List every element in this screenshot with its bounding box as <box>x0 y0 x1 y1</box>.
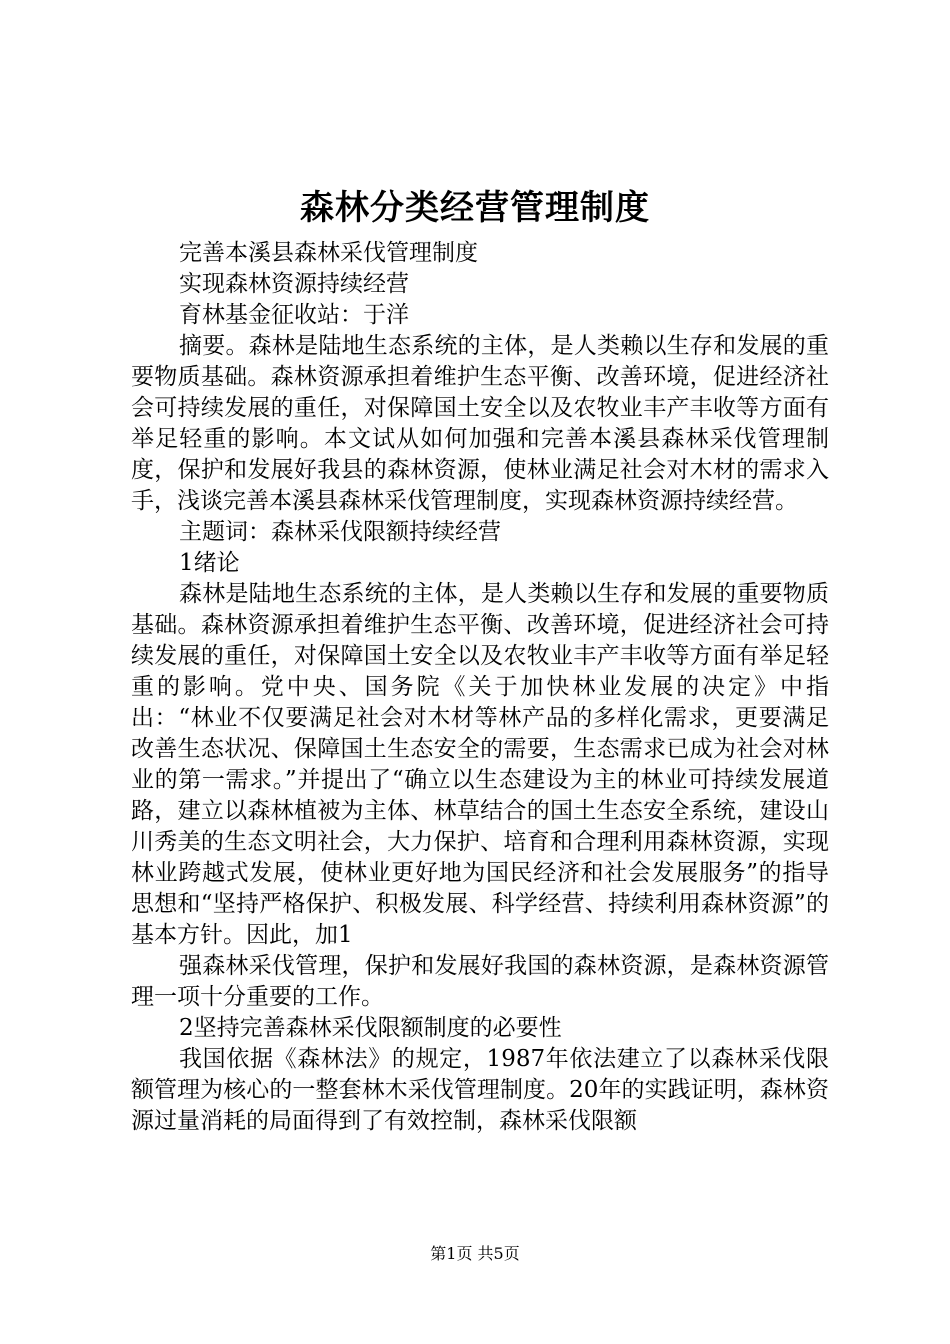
abstract-paragraph: 摘要。森林是陆地生态系统的主体，是人类赖以生存和发展的重要物质基础。森林资源承担着维护生态平衡、改善环境，促进经济社会可持续发展的重任，对保障国土安全以及农牧业丰产丰收等方面有举足轻重的影响。本文试从如何加强和完善本溪县森林采伐管理制度，保护和发展好我县的森林资源，使林业满足社会对木材的需求入手，浅谈完善本溪县森林采伐管理制度，实现森林资源持续经营。 <box>131 333 829 514</box>
document-title: 森林分类经营管理制度 <box>300 188 650 228</box>
page-footer: 第1页 共5页 <box>430 1244 520 1263</box>
author-line: 育林基金征收站：于洋 <box>179 302 409 328</box>
subtitle-line-2: 实现森林资源持续经营 <box>179 271 409 297</box>
document-body <box>131 238 829 1137</box>
subtitle-line-1: 完善本溪县森林采伐管理制度 <box>179 240 478 266</box>
body-paragraph: 森林是陆地生态系统的主体，是人类赖以生存和发展的重要物质基础。森林资源承担着维护生态平衡、改善环境，促进经济社会可持续发展的重任，对保障国土安全以及农牧业丰产丰收等方面有举足轻重的影响。党中央、国务院《关于加快林业发展的决定》中指出：“林业不仅要满足社会对木材等林产品的多样化需求，更要满足改善生态状况、保障国土生态安全的需要，生态需求已成为社会对林业的第一需求。”并提出了“确立以生态建设为主的林业可持续发展道路，建立以森林植被为主体、林草结合的国土生态安全系统，建设山川秀美的生态文明社会，大力保护、培育和合理利用森林资源，实现林业跨越式发展，使林业更好地为国民经济和社会发展服务”的指导思想和“坚持严格保护、积极发展、科学经营、持续利用森林资源”的基本方针。因此，加1 <box>131 581 829 948</box>
body-paragraph: 强森林采伐管理，保护和发展好我国的森林资源，是森林资源管理一项十分重要的工作。 <box>131 953 829 1010</box>
section-heading-1: 1绪论 <box>179 550 240 576</box>
body-paragraph: 我国依据《森林法》的规定，1987年依法建立了以森林采伐限额管理为核心的一整套林木采伐管理制度。20年的实践证明，森林资源过量消耗的局面得到了有效控制，森林采伐限额 <box>131 1046 829 1134</box>
section-heading-2: 2坚持完善森林采伐限额制度的必要性 <box>179 1015 562 1041</box>
keywords-line: 主题词：森林采伐限额持续经营 <box>179 519 501 545</box>
